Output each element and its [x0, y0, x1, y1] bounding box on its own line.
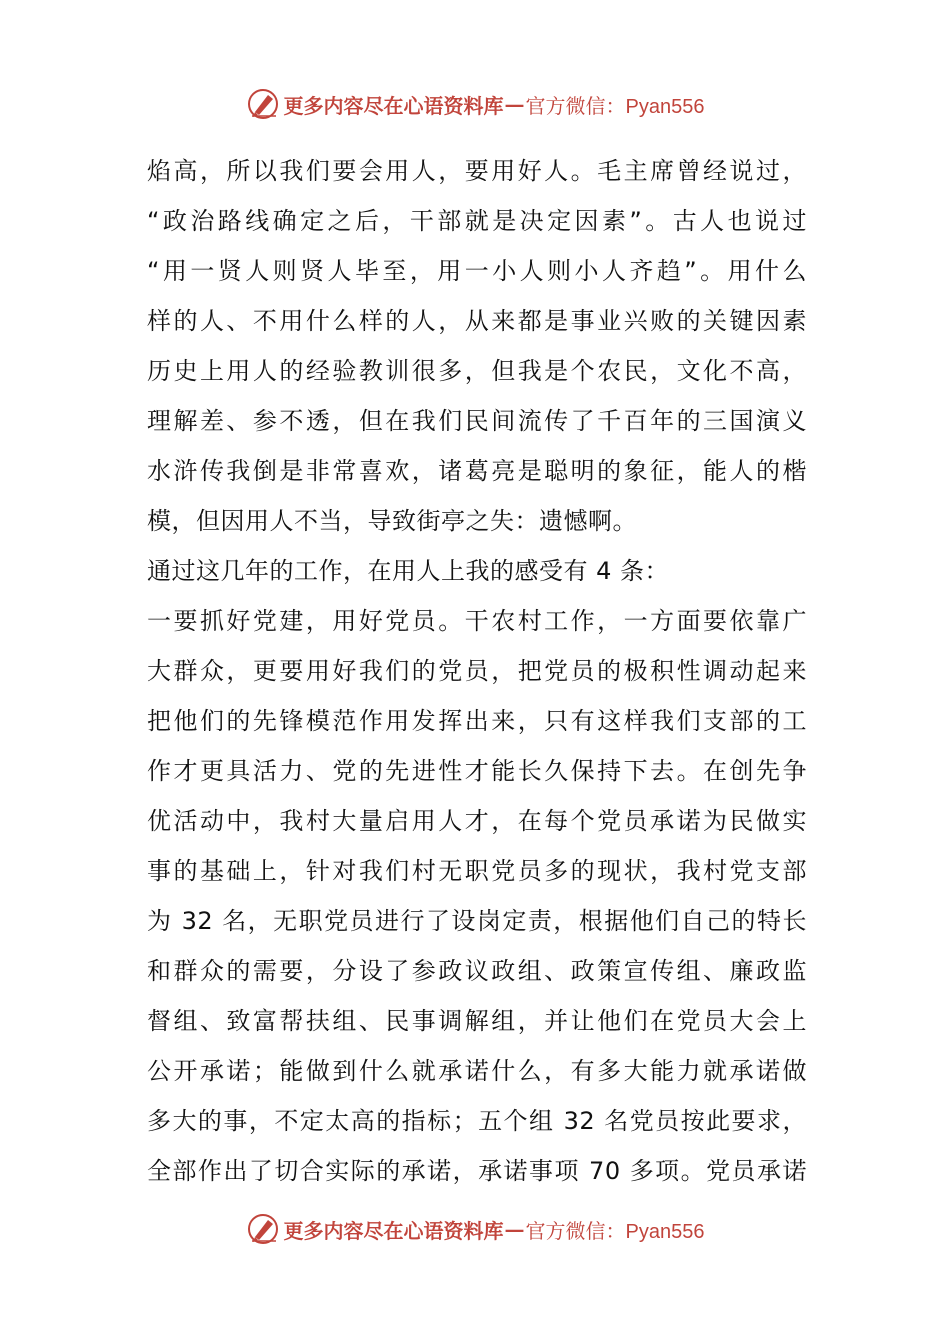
text-line: 把他们的先锋模范作用发挥出来，只有这样我们支部的工: [147, 707, 807, 735]
pen-nib-circle-icon: [246, 87, 280, 121]
header-wechat-text: 官方微信：Pyan556: [525, 95, 705, 118]
text-line: 一要抓好党建，用好党员。干农村工作，一方面要依靠广: [147, 607, 807, 635]
pen-nib-circle-icon: [246, 1212, 280, 1246]
text-line: 历史上用人的经验教训很多，但我是个农民，文化不高，: [147, 357, 807, 385]
document-body: [147, 146, 807, 1196]
footer-wechat-text: 官方微信：Pyan556: [525, 1220, 705, 1243]
text-line: 全部作出了切合实际的承诺，承诺事项 70 多项。党员承诺: [147, 1157, 807, 1185]
text-line: 水浒传我倒是非常喜欢，诸葛亮是聪明的象征，能人的楷: [147, 457, 807, 485]
text-line: “用一贤人则贤人毕至，用一小人则小人齐趋”。用什么: [147, 257, 807, 285]
text-line: 大群众，更要用好我们的党员，把党员的极积性调动起来: [147, 657, 807, 685]
text-line: 多大的事，不定太高的指标；五个组 32 名党员按此要求，: [147, 1107, 807, 1135]
text-line: 督组、致富帮扶组、民事调解组，并让他们在党员大会上: [147, 1007, 807, 1035]
header-brand-text: 更多内容尽在心语资料库: [283, 93, 504, 118]
text-line: 理解差、参不透，但在我们民间流传了千百年的三国演义: [147, 407, 807, 435]
text-line: 样的人、不用什么样的人，从来都是事业兴败的关键因素: [147, 307, 807, 335]
text-line: 模，但因用人不当，导致街亭之失：遗憾啊。: [147, 507, 637, 535]
text-line: 作才更具活力、党的先进性才能长久保持下去。在创先争: [147, 757, 807, 785]
text-line: “政治路线确定之后，干部就是决定因素”。古人也说过: [147, 207, 807, 235]
header-separator: —: [504, 92, 525, 116]
text-line: 事的基础上，针对我们村无职党员多的现状，我村党支部: [147, 857, 807, 885]
text-line: 优活动中，我村大量启用人才，在每个党员承诺为民做实: [147, 807, 807, 835]
text-line: 公开承诺；能做到什么就承诺什么，有多大能力就承诺做: [147, 1057, 807, 1085]
footer-separator: —: [504, 1217, 525, 1241]
footer-banner: [0, 1209, 950, 1249]
text-line: 通过这几年的工作，在用人上我的感受有 4 条：: [147, 557, 670, 585]
text-line: 为 32 名，无职党员进行了设岗定责，根据他们自己的特长: [147, 907, 807, 935]
text-line: 和群众的需要，分设了参政议政组、政策宣传组、廉政监: [147, 957, 807, 985]
text-line: 焰高，所以我们要会用人，要用好人。毛主席曾经说过，: [147, 157, 807, 185]
header-banner: [0, 84, 950, 124]
footer-brand-text: 更多内容尽在心语资料库: [283, 1218, 504, 1243]
